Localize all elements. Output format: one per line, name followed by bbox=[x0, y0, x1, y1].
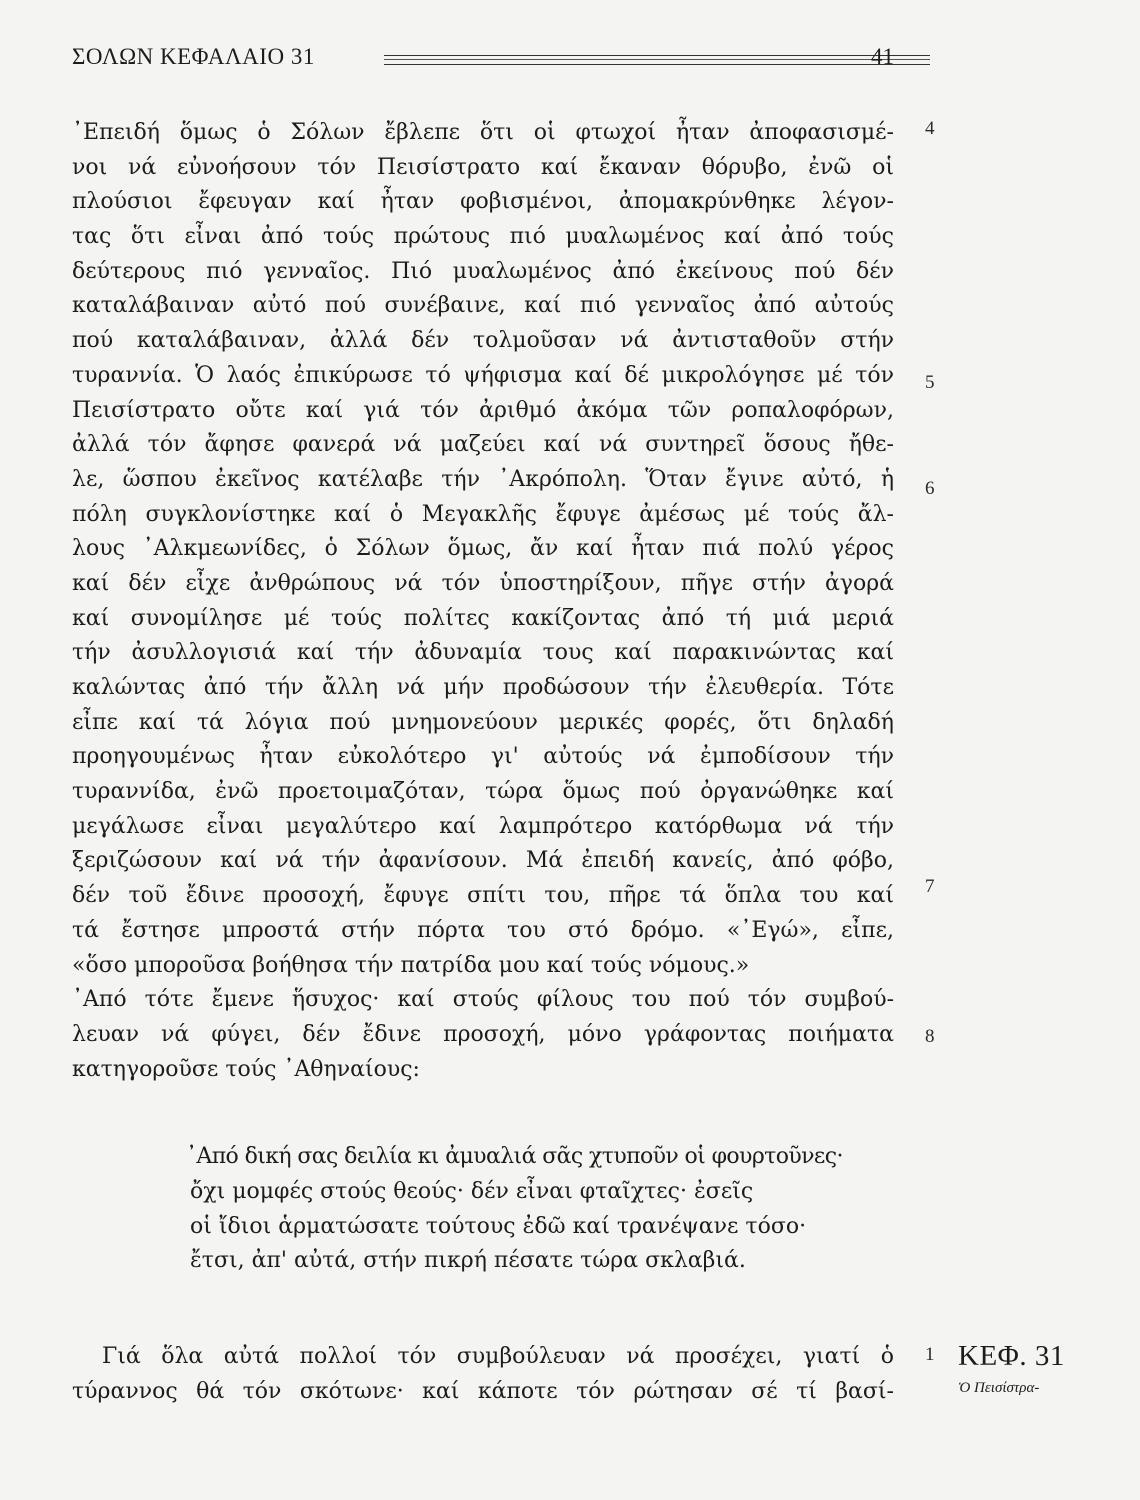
text-line: ᾿Από τότε ἔμενε ἥσυχος· καί στούς φίλους του πού τόν συμβού- bbox=[72, 987, 894, 1013]
text-line: λους ᾿Αλκμεωνίδες, ὁ Σόλων ὅμως, ἄν καί ἦταν πιά πολύ γέρος bbox=[72, 536, 894, 562]
page-number: 41 bbox=[871, 44, 894, 69]
text-line: κατηγοροῦσε τούς ᾿Αθηναίους: bbox=[72, 1056, 420, 1082]
margin-number: 7 bbox=[925, 876, 935, 897]
poem-line: ᾿Από δική σας δειλία κι ἀμυαλιά σᾶς χτυποῦν οἱ φουρτοῦνες· bbox=[186, 1144, 843, 1169]
text-line: τήν ἀσυλλογισιά καί τήν ἀδυναμία τους καί παρακινώντας καί bbox=[72, 640, 894, 666]
text-line: ἀλλά τόν ἄφησε φανερά νά μαζεύει καί νά συντηρεῖ ὅσους ἤθε- bbox=[72, 432, 894, 458]
text-line: «ὅσο μποροῦσα βοήθησα τήν πατρίδα μου καί τούς νόμους.» bbox=[72, 952, 750, 978]
poem-line: ὄχι μομφές στούς θεούς· δέν εἶναι φταῖχτες· ἐσεῖς bbox=[190, 1178, 754, 1204]
text-line: ᾿Επειδή ὅμως ὁ Σόλων ἔβλεπε ὅτι οἱ φτωχοί ἦταν ἀποφασισμέ- bbox=[72, 120, 894, 145]
closing-paragraph bbox=[72, 1340, 894, 1409]
text-line: πλούσιοι ἔφευγαν καί ἦταν φοβισμένοι, ἀπομακρύνθηκε λέγον- bbox=[72, 189, 894, 215]
text-line: Πεισίστρατο οὔτε καί γιά τόν ἀριθμό ἀκόμα τῶν ροπαλοφόρων, bbox=[72, 397, 894, 423]
text-line: εἶπε καί τά λόγια πού μνημονεύουν μερικές φορές, ὅτι δηλαδή bbox=[72, 709, 894, 735]
text-line: δεύτερους πιό γενναῖος. Πιό μυαλωμένος ἀπό ἐκείνους πού δέν bbox=[72, 258, 894, 284]
margin-number: 4 bbox=[925, 118, 935, 139]
sidebar-chapter-heading: ΚΕΦ. 31 bbox=[958, 1340, 1065, 1372]
text-line: Γιά ὅλα αὐτά πολλοί τόν συμβούλευαν νά προσέχει, γιατί ὁ bbox=[102, 1344, 894, 1369]
text-line: δέν τοῦ ἔδινε προσοχή, ἔφυγε σπίτι του, πῆρε τά ὅπλα του καί bbox=[72, 883, 894, 909]
text-line: καί συνομίλησε μέ τούς πολίτες κακίζοντας ἀπό τή μιά μεριά bbox=[72, 605, 894, 631]
running-title: ΣΟΛΩΝ ΚΕΦΑΛΑΙΟ 31 bbox=[72, 44, 315, 69]
text-line: προηγουμένως ἦταν εὐκολότερο γι' αὐτούς νά ἐμποδίσουν τήν bbox=[72, 744, 894, 770]
main-text bbox=[72, 116, 894, 1087]
text-line: πόλη συγκλονίστηκε καί ὁ Μεγακλῆς ἔφυγε ἀμέσως μέ τούς ἄλ- bbox=[72, 501, 894, 527]
text-line: τας ὅτι εἶναι ἀπό τούς πρώτους πιό μυαλωμένος καί ἀπό τούς bbox=[72, 224, 894, 250]
header-double-rule bbox=[384, 55, 930, 65]
text-line: καί δέν εἶχε ἀνθρώπους νά τόν ὑποστηρίξουν, πῆγε στήν ἀγορά bbox=[72, 570, 894, 596]
text-line: ξεριζώσουν καί νά τήν ἀφανίσουν. Μά ἐπειδή κανείς, ἀπό φόβο, bbox=[72, 848, 894, 874]
poem-quote bbox=[186, 1140, 906, 1279]
margin-number: 5 bbox=[925, 372, 935, 393]
text-line: τύραννος θά τόν σκότωνε· καί κάποτε τόν ρώτησαν σέ τί βασί- bbox=[72, 1378, 894, 1404]
text-line: καλώντας ἀπό τήν ἄλλη νά μήν προδώσουν τήν ἐλευθερία. Τότε bbox=[72, 675, 894, 700]
text-line: λευαν νά φύγει, δέν ἔδινε προσοχή, μόνο γράφοντας ποιήματα bbox=[72, 1021, 894, 1047]
poem-line: ἔτσι, ἀπ' αὐτά, στήν πικρή πέσατε τώρα σκλαβιά. bbox=[190, 1248, 746, 1274]
text-line: λε, ὥσπου ἐκεῖνος κατέλαβε τήν ᾿Ακρόπολη. Ὅταν ἔγινε αὐτό, ἡ bbox=[72, 466, 894, 492]
text-line: τά ἔστησε μπροστά στήν πόρτα του στό δρόμο. «᾿Εγώ», εἶπε, bbox=[72, 917, 894, 943]
sidebar-subtitle: Ὁ Πεισίστρα- bbox=[958, 1380, 1040, 1396]
text-line: μεγάλωσε εἶναι μεγαλύτερο καί λαμπρότερο κατόρθωμα νά τήν bbox=[72, 813, 894, 839]
text-line: τυραννία. Ὁ λαός ἐπικύρωσε τό ψήφισμα καί δέ μικρολόγησε μέ τόν bbox=[72, 362, 894, 388]
text-line: πού καταλάβαιναν, ἀλλά δέν τολμοῦσαν νά ἀντισταθοῦν στήν bbox=[72, 328, 894, 354]
margin-number: 8 bbox=[925, 1026, 935, 1047]
margin-number: 1 bbox=[925, 1344, 935, 1365]
text-line: καταλάβαιναν αὐτό πού συνέβαινε, καί πιό γενναῖος ἀπό αὐτούς bbox=[72, 293, 894, 319]
poem-line: οἱ ἴδιοι ἁρματώσατε τούτους ἐδῶ καί τρανέψανε τόσο· bbox=[190, 1213, 807, 1239]
text-line: τυραννίδα, ἐνῶ προετοιμαζόταν, τώρα ὅμως πού ὀργανώθηκε καί bbox=[72, 779, 894, 805]
text-line: νοι νά εὐνοήσουν τόν Πεισίστρατο καί ἔκαναν θόρυβο, ἐνῶ οἱ bbox=[72, 154, 894, 180]
margin-number: 6 bbox=[925, 478, 935, 499]
running-header bbox=[72, 44, 892, 76]
